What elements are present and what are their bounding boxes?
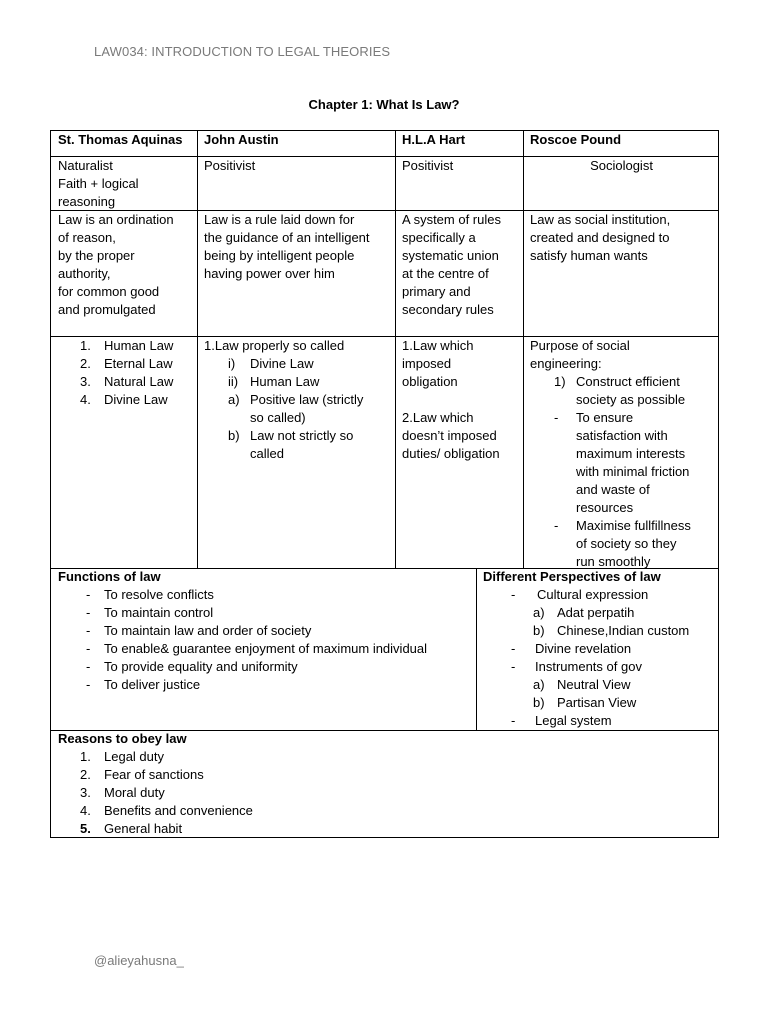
- list-item: [58, 337, 191, 355]
- list-text: To ensure: [576, 410, 634, 425]
- list-item: [483, 604, 713, 622]
- page-title: Chapter 1: What Is Law?: [308, 97, 460, 112]
- school-line: reasoning: [58, 194, 116, 209]
- list-item: [58, 802, 713, 820]
- list-item: [58, 391, 191, 409]
- list-item: [530, 373, 713, 391]
- list-text: Neutral View: [557, 677, 631, 692]
- list-marker: -: [86, 659, 91, 674]
- list-marker: a): [533, 677, 545, 692]
- list-item: [483, 694, 713, 712]
- list-item: [530, 445, 713, 463]
- list-line: [402, 391, 500, 409]
- list-text: and waste of: [576, 482, 650, 497]
- author-handle: @alieyahusna_: [94, 953, 184, 968]
- list-marker: 2.: [80, 356, 91, 371]
- definition-line: primary and: [402, 284, 471, 299]
- section-title: Reasons to obey law: [58, 731, 187, 746]
- school-aquinas: [52, 157, 145, 211]
- list-text: Adat perpatih: [557, 605, 635, 620]
- header-aquinas: St. Thomas Aquinas: [58, 132, 183, 147]
- definition-line: Law as social institution,: [530, 212, 671, 227]
- list-marker: 3.: [80, 374, 91, 389]
- list-item: [58, 355, 191, 373]
- list-line: 1.Law which: [402, 338, 474, 353]
- list-text: Human Law: [104, 338, 174, 353]
- definition-line: by the proper: [58, 248, 135, 263]
- definition-line: the guidance of an intelligent: [204, 230, 370, 245]
- list-text: maximum interests: [576, 446, 686, 461]
- list-line: engineering:: [530, 356, 602, 371]
- list-marker: -: [86, 623, 91, 638]
- list-text: Eternal Law: [104, 356, 173, 371]
- types-pound: [524, 337, 719, 571]
- list-item: [58, 640, 470, 658]
- definition-line: of reason,: [58, 230, 116, 245]
- section-title: Different Perspectives of law: [483, 569, 661, 584]
- list-marker: -: [86, 641, 91, 656]
- list-text: society as possible: [576, 392, 686, 407]
- section-title: Functions of law: [58, 569, 161, 584]
- list-item: [204, 409, 389, 427]
- list-marker: b): [533, 695, 545, 710]
- list-text: Legal duty: [104, 749, 164, 764]
- list-text: called: [250, 446, 284, 461]
- definition-line: for common good: [58, 284, 160, 299]
- list-marker: 3.: [80, 785, 91, 800]
- types-hart: [396, 337, 506, 463]
- list-item: [58, 604, 470, 622]
- school-pound: Sociologist: [590, 158, 653, 173]
- list-item: [58, 373, 191, 391]
- list-text: so called): [250, 410, 306, 425]
- list-marker: 2.: [80, 767, 91, 782]
- list-marker: 1.: [80, 338, 91, 353]
- list-marker: a): [228, 392, 240, 407]
- list-item: [58, 820, 713, 838]
- list-marker: -: [511, 659, 516, 674]
- types-aquinas: [52, 337, 197, 409]
- list-item: [530, 391, 713, 409]
- school-austin: Positivist: [204, 158, 256, 173]
- list-item: [483, 586, 713, 604]
- list-item: [483, 676, 713, 694]
- list-text: with minimal friction: [576, 464, 690, 479]
- header-austin: John Austin: [204, 132, 279, 147]
- list-item: [58, 784, 713, 802]
- list-text: To resolve conflicts: [104, 587, 214, 602]
- list-text: Chinese,Indian custom: [557, 623, 690, 638]
- definition-line: authority,: [58, 266, 111, 281]
- list-item: [483, 712, 713, 730]
- list-item: [204, 391, 389, 409]
- list-item: [58, 676, 470, 694]
- list-text: To maintain control: [104, 605, 214, 620]
- school-line: Faith + logical: [58, 176, 139, 191]
- list-marker: b): [228, 428, 240, 443]
- definition-line: at the centre of: [402, 266, 489, 281]
- list-text: run smoothly: [576, 554, 651, 569]
- list-marker: -: [511, 641, 516, 656]
- list-item: [530, 517, 713, 535]
- list-text: Construct efficient: [576, 374, 680, 389]
- list-text: Maximise fullfillness: [576, 518, 691, 533]
- list-text: Divine Law: [250, 356, 314, 371]
- list-marker: -: [86, 677, 91, 692]
- definition-pound: [524, 211, 676, 265]
- list-text: To enable& guarantee enjoyment of maximum individual: [104, 641, 428, 656]
- list-text: Law not strictly so: [250, 428, 354, 443]
- definition-line: satisfy human wants: [530, 248, 648, 263]
- list-text: Partisan View: [557, 695, 637, 710]
- list-text: Divine Law: [104, 392, 168, 407]
- definition-line: specifically a: [402, 230, 476, 245]
- list-marker: b): [533, 623, 545, 638]
- perspectives-of-law: [477, 568, 719, 730]
- school-line: Naturalist: [58, 158, 113, 173]
- list-text: To deliver justice: [104, 677, 201, 692]
- document-header: LAW034: INTRODUCTION TO LEGAL THEORIES: [94, 44, 391, 59]
- definition-line: created and designed to: [530, 230, 670, 245]
- header-pound: Roscoe Pound: [530, 132, 622, 147]
- list-item: [483, 622, 713, 640]
- list-item: [530, 463, 713, 481]
- list-text: satisfaction with: [576, 428, 668, 443]
- list-text: Cultural expression: [537, 587, 649, 602]
- definition-line: and promulgated: [58, 302, 156, 317]
- list-text: of society so they: [576, 536, 677, 551]
- definition-line: having power over him: [204, 266, 335, 281]
- list-marker: 1): [554, 374, 566, 389]
- definition-line: A system of rules: [402, 212, 501, 227]
- definition-line: secondary rules: [402, 302, 494, 317]
- list-text: Instruments of gov: [535, 659, 642, 674]
- list-text: Moral duty: [104, 785, 165, 800]
- list-text: Divine revelation: [535, 641, 632, 656]
- list-marker: -: [511, 713, 516, 728]
- list-line: doesn’t imposed: [402, 428, 497, 443]
- list-item: [58, 766, 713, 784]
- list-marker: -: [554, 518, 559, 533]
- list-text: To maintain law and order of society: [104, 623, 312, 638]
- list-text: Human Law: [250, 374, 320, 389]
- list-marker: 4.: [80, 392, 91, 407]
- definition-hart: [396, 211, 507, 319]
- list-marker: a): [533, 605, 545, 620]
- list-heading: 1.Law properly so called: [204, 338, 345, 353]
- list-text: To provide equality and uniformity: [104, 659, 298, 674]
- list-marker: -: [554, 410, 559, 425]
- list-item: [483, 640, 713, 658]
- list-item: [204, 355, 389, 373]
- list-item: [483, 658, 713, 676]
- list-item: [58, 658, 470, 676]
- list-item: [530, 481, 713, 499]
- list-item: [530, 427, 713, 445]
- list-line: Purpose of social: [530, 338, 630, 353]
- list-text: General habit: [104, 821, 183, 836]
- list-text: Natural Law: [104, 374, 174, 389]
- list-text: Fear of sanctions: [104, 767, 204, 782]
- list-item: [58, 586, 470, 604]
- header-hart: H.L.A Hart: [402, 132, 466, 147]
- list-item: [58, 748, 713, 766]
- list-marker: -: [86, 587, 91, 602]
- list-item: [204, 427, 389, 445]
- list-marker: -: [86, 605, 91, 620]
- definition-line: Law is a rule laid down for: [204, 212, 355, 227]
- definition-aquinas: [52, 211, 180, 319]
- definition-line: Law is an ordination: [58, 212, 174, 227]
- list-text: Benefits and convenience: [104, 803, 253, 818]
- list-item: [530, 535, 713, 553]
- definition-line: systematic union: [402, 248, 499, 263]
- school-hart: Positivist: [402, 158, 454, 173]
- list-marker: -: [511, 587, 516, 602]
- reasons-to-obey-law: [52, 730, 719, 838]
- list-text: Positive law (strictly: [250, 392, 364, 407]
- list-marker: 4.: [80, 803, 91, 818]
- list-marker: 5.: [80, 821, 91, 836]
- list-line: obligation: [402, 374, 458, 389]
- list-marker: 1.: [80, 749, 91, 764]
- list-item: [530, 409, 713, 427]
- list-line: 2.Law which: [402, 410, 474, 425]
- functions-of-law: [52, 568, 476, 694]
- list-marker: ii): [228, 374, 239, 389]
- list-item: [530, 499, 713, 517]
- list-item: [204, 373, 389, 391]
- list-item: [204, 445, 389, 463]
- list-line: duties/ obligation: [402, 446, 500, 461]
- list-text: resources: [576, 500, 634, 515]
- list-text: Legal system: [535, 713, 612, 728]
- types-austin: [198, 337, 395, 463]
- definition-line: being by intelligent people: [204, 248, 355, 263]
- list-marker: i): [228, 356, 236, 371]
- list-line: imposed: [402, 356, 452, 371]
- definition-austin: [198, 211, 376, 283]
- list-item: [58, 622, 470, 640]
